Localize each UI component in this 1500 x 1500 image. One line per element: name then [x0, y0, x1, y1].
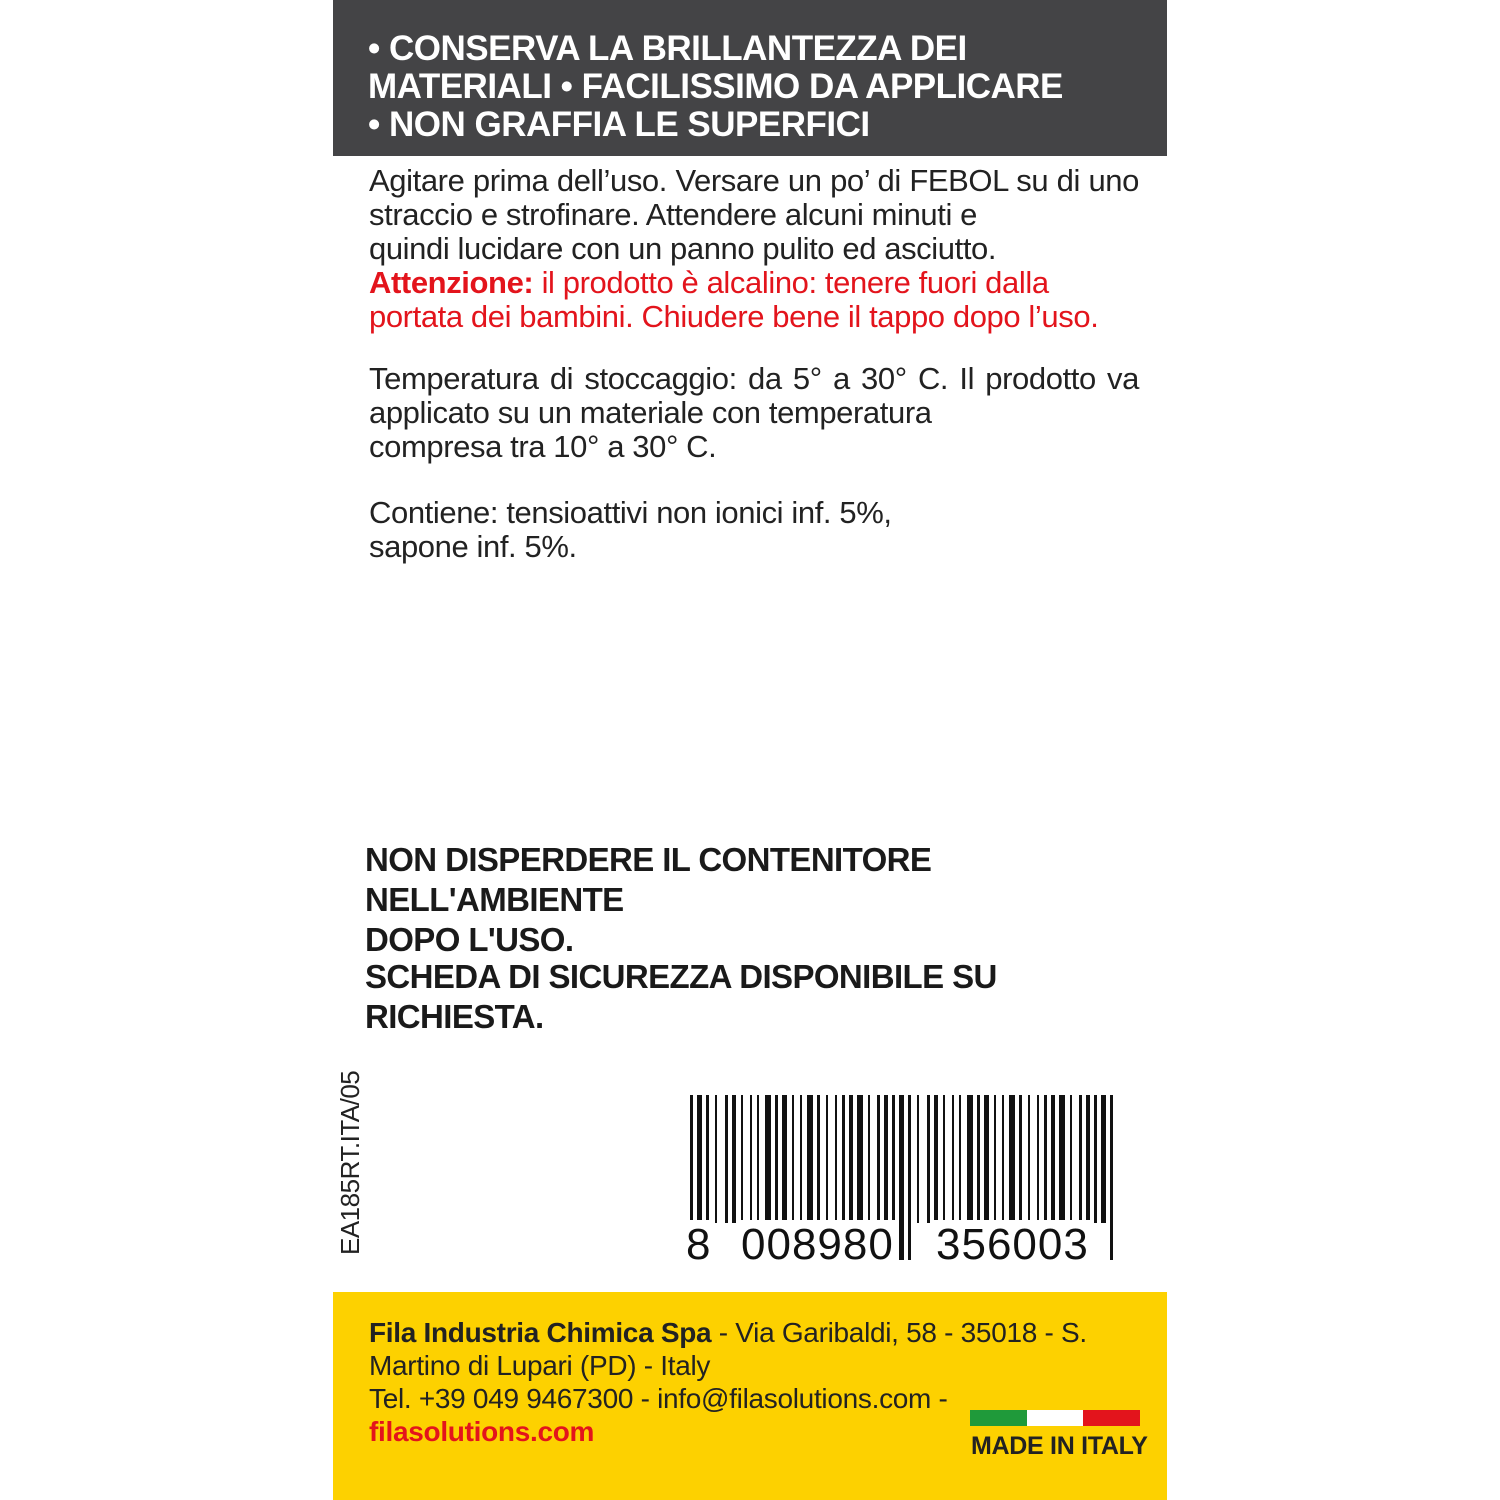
disposal-notice [365, 840, 1165, 960]
flag-green-stripe [970, 1410, 1027, 1426]
barcode-bar [1037, 1095, 1039, 1223]
barcode-bar [1028, 1095, 1030, 1223]
barcode-bar [917, 1095, 919, 1223]
address-line-2: Martino di Lupari (PD) - Italy [369, 1350, 711, 1381]
storage-last-line: compresa tra 10° a 30° C. [369, 429, 717, 464]
barcode-bar [892, 1095, 895, 1223]
manufacturer-footer [333, 1292, 1167, 1500]
warning-text: il prodotto è alcalino: tenere fuori dalla [533, 265, 1049, 300]
instructions-last-line: quindi lucidare con un panno pulito ed asciutto. [369, 231, 997, 266]
made-in-italy-label: MADE IN ITALY [971, 1432, 1148, 1460]
barcode-bar [750, 1095, 752, 1223]
barcode-bar [884, 1095, 888, 1223]
address-line-1 [369, 1316, 1129, 1349]
address-part-1: - Via Garibaldi, 58 - 35018 - S. [711, 1317, 1087, 1348]
company-name: Fila Industria Chimica Spa [369, 1317, 712, 1348]
barcode-bar [817, 1095, 820, 1223]
label-code: EA185RT.ITA/05 [335, 1070, 365, 1255]
features-banner [333, 0, 1167, 156]
flag-red-stripe [1083, 1410, 1140, 1426]
barcode-digit-first: 8 [686, 1220, 712, 1269]
barcode-bar [1019, 1095, 1022, 1223]
disposal-line-1: NON DISPERDERE IL CONTENITORE NELL'AMBIENTE [365, 841, 932, 918]
barcode-bar [952, 1095, 954, 1223]
barcode-bar [868, 1095, 870, 1223]
barcode-bar [943, 1095, 945, 1223]
barcode-bar [984, 1095, 989, 1223]
barcode-bar [842, 1095, 845, 1223]
contents-line-1: Contiene: tensioattivi non ionici inf. 5%, [369, 495, 892, 530]
barcode-bar [1044, 1095, 1047, 1223]
barcode-bar [765, 1095, 771, 1223]
barcode-bar [725, 1095, 728, 1223]
contents-paragraph [369, 496, 1139, 564]
barcode-bar [977, 1095, 980, 1223]
barcode-bar [741, 1095, 743, 1223]
barcode-bar [792, 1095, 794, 1223]
barcode-bar [857, 1095, 863, 1223]
feature-line-3: • NON GRAFFIA LE SUPERFICI [368, 105, 870, 144]
barcode-bar [706, 1095, 709, 1223]
barcode-bar [715, 1095, 717, 1223]
disposal-line-2: DOPO L'USO. [365, 921, 574, 958]
barcode-bar [732, 1095, 736, 1223]
barcode-bar [807, 1095, 813, 1223]
barcode-bar [782, 1095, 787, 1223]
barcode-bar [826, 1095, 828, 1223]
contact-line: Tel. +39 049 9467300 - info@filasolutions.com - [369, 1383, 948, 1414]
barcode-bar [967, 1095, 973, 1223]
barcode-bar [1086, 1095, 1090, 1223]
barcode-bar [1101, 1095, 1106, 1223]
barcode-bar [1002, 1095, 1004, 1223]
safety-sheet-notice: SCHEDA DI SICUREZZA DISPONIBILE SU RICHIESTA. [365, 958, 997, 1035]
warning-label: Attenzione: [369, 265, 534, 300]
barcode-bar [775, 1095, 778, 1223]
website-link[interactable]: filasolutions.com [369, 1416, 595, 1447]
barcode-bar [994, 1095, 996, 1223]
barcode-bar [800, 1095, 802, 1223]
barcode-bar [1079, 1095, 1082, 1223]
barcode-bar [934, 1095, 938, 1223]
barcode-bar [1110, 1095, 1113, 1260]
barcode-bar [1051, 1095, 1055, 1223]
product-label [333, 0, 1167, 1500]
barcode-digits-left: 008980 [738, 1220, 897, 1270]
barcode-bar [757, 1095, 759, 1223]
barcode-bar [1059, 1095, 1065, 1223]
barcode-bar [908, 1095, 911, 1260]
warning-paragraph [369, 266, 1139, 334]
instructions-text: Agitare prima dell’uso. Versare un po’ di FEBOL su di uno straccio e strofinare. Attendere alcuni minuti e [369, 163, 1139, 232]
barcode-bar [849, 1095, 853, 1223]
feature-line-1: • CONSERVA LA BRILLANTEZZA DEI [368, 29, 967, 68]
barcode-bar [1070, 1095, 1072, 1223]
storage-text: Temperatura di stoccaggio: da 5° a 30° C. Il prodotto va applicato su un materiale con temperatura [369, 361, 1139, 430]
feature-line-2: MATERIALI • FACILISSIMO DA APPLICARE [368, 67, 1063, 106]
barcode-bar [877, 1095, 880, 1223]
barcode-bar [835, 1095, 837, 1223]
warning-last-line: portata dei bambini. Chiudere bene il tappo dopo l’uso. [369, 299, 1099, 334]
usage-instructions [369, 164, 1139, 334]
flag-white-stripe [1027, 1410, 1084, 1426]
barcode-digits-right: 356003 [933, 1220, 1092, 1270]
barcode-bar [1094, 1095, 1097, 1223]
barcode-bar [899, 1095, 904, 1260]
barcode-bar [1009, 1095, 1015, 1223]
italian-flag-icon [970, 1410, 1140, 1426]
storage-paragraph [369, 362, 1139, 464]
features-text [368, 30, 1158, 144]
barcode-bar [927, 1095, 930, 1223]
contents-line-2: sapone inf. 5%. [369, 529, 577, 564]
manufacturer-info [369, 1316, 1129, 1448]
barcode-bar [959, 1095, 961, 1223]
